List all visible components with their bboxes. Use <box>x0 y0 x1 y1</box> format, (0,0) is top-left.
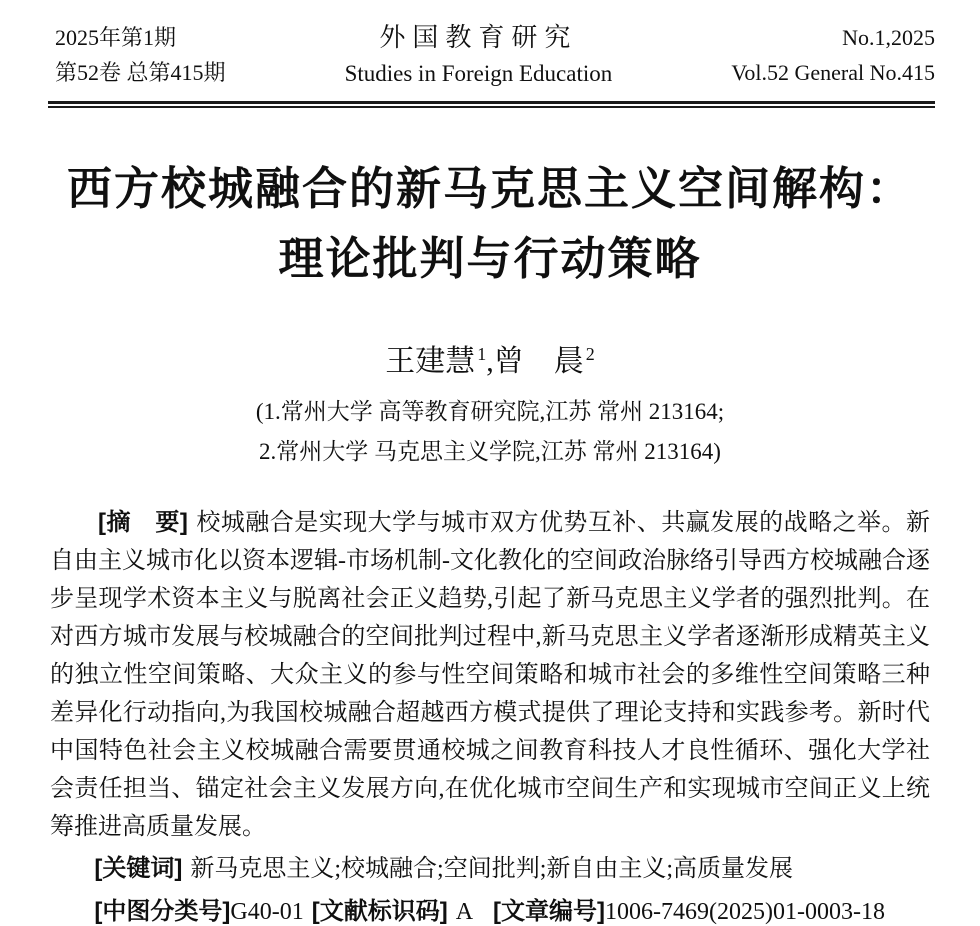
keywords-label: [关键词] <box>94 855 183 882</box>
authors-line <box>0 334 980 382</box>
doc-code-value: A <box>455 899 474 925</box>
affiliation-line1: (1.常州大学 高等教育研究院,江苏 常州 213164; <box>255 399 725 424</box>
journal-title-en: Studies in Foreign Education <box>344 61 613 86</box>
article-id-label: [文章编号] <box>493 898 606 925</box>
affiliation-line2: 2.常州大学 马克思主义学院,江苏 常州 213164) <box>259 439 721 464</box>
issue-cn-line1: 2025年第1期 <box>55 25 177 50</box>
issue-en-line2: Vol.52 General No.415 <box>731 60 935 85</box>
author-superscript-1: 1 <box>477 344 487 364</box>
abstract-label: [摘 要] <box>98 509 188 536</box>
issue-cn-line2: 第52卷 总第415期 <box>55 60 226 85</box>
keywords-text: 新马克思主义;校城融合;空间批判;新自由主义;高质量发展 <box>190 856 794 882</box>
doc-code-label: [文献标识码] <box>311 898 448 925</box>
clc-label: [中图分类号] <box>94 898 231 925</box>
affiliations <box>0 392 980 472</box>
abstract-paragraph <box>50 504 930 846</box>
article-id-value: 1006-7469(2025)01-0003-18 <box>605 899 885 925</box>
author-name-1: 王建慧 <box>385 345 476 378</box>
issue-en-line1: No.1,2025 <box>842 25 935 50</box>
article-title-line1: 西方校城融合的新马克思主义空间解构： <box>66 163 913 214</box>
journal-title-block <box>226 20 732 92</box>
author-superscript-2: 2 <box>585 344 595 364</box>
journal-header <box>0 0 980 92</box>
issue-info-en <box>731 20 935 90</box>
journal-title-cn: 外国教育研究 <box>379 23 578 52</box>
abstract-text: 校城融合是实现大学与城市双方优势互补、共赢发展的战略之举。新自由主义城市化以资本逻辑-市场机制-文化教化的空间政治脉络引导西方校城融合逐步呈现学术资本主义与脱离社会正义趋势,引起了新马克思主义学者的强烈批判。在对西方城市发展与校城融合的空间批判过程中,新马克思主义学者逐渐形成精英主义的独立性空间策略、大众主义的参与性空间策略和城市社会的多维性空间策略三种差异化行动指向,为我国校城融合超越西方模式提供了理论支持和实践参考。新时代中国特色社会主义校城融合需要贯通校城之间教育科技人才良性循环、强化大学社会责任担当、锚定社会主义发展方向,在优化城市空间生产和实现城市空间正义上统筹推进高质量发展。 <box>50 510 931 840</box>
issue-info-cn <box>55 20 226 90</box>
classification-line <box>50 892 930 926</box>
clc-value: G40-01 <box>230 899 304 925</box>
header-divider <box>48 101 935 108</box>
article-title <box>0 154 980 294</box>
keywords-line <box>50 849 930 889</box>
article-title-line2: 理论批判与行动策略 <box>278 233 702 284</box>
author-separator: , <box>486 345 494 378</box>
author-name-2: 曾 晨 <box>493 345 584 378</box>
